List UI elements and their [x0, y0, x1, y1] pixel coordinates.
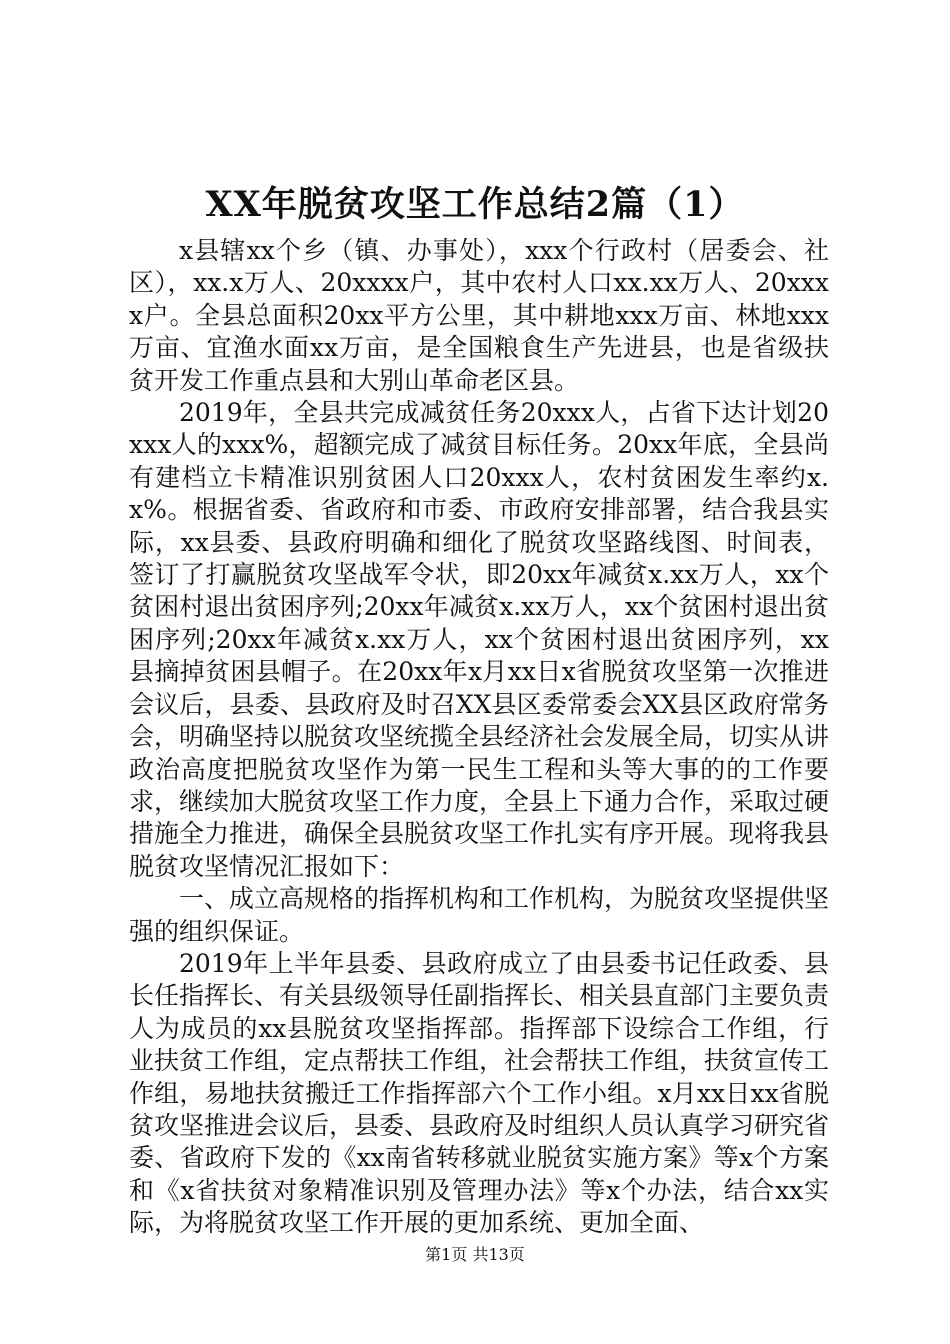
paragraph-intro: x县辖xx个乡（镇、办事处），xxx个行政村（居委会、社区），xx.x万人、20xxxx户，其中农村人口xx.xx万人、20xxxx户。全县总面积20xx平方公里，其中耕地xxx万亩、林地xxx万亩、宜渔水面xx万亩，是全国粮食生产先进县，也是省级扶贫开发工作重点县和大别山革命老区县。	[129, 236, 829, 395]
paragraph-command-structure: 2019年上半年县委、县政府成立了由县委书记任政委、县长任指挥长、有关县级领导任副指挥长、相关县直部门主要负责人为成员的xx县脱贫攻坚指挥部。指挥部下设综合工作组，行业扶贫工作组，定点帮扶工作组，社会帮扶工作组，扶贫宣传工作组，易地扶贫搬迁工作指挥部六个工作小组。x月xx日xx省脱贫攻坚推进会议后，县委、县政府及时组织人员认真学习研究省委、省政府下发的《xx南省转移就业脱贫实施方案》等x个方案和《x省扶贫对象精准识别及管理办法》等x个办法，结合xx实际，为将脱贫攻坚工作开展的更加系统、更加全面、	[129, 948, 830, 1238]
document-body	[129, 235, 829, 1240]
paragraph-2019-summary: 2019年，全县共完成减贫任务20xxx人，占省下达计划20xxx人的xxx%，超额完成了减贫目标任务。20xx年底，全县尚有建档立卡精准识别贫困人口20xxx人，农村贫困发生率约x.x%。根据省委、省政府和市委、市政府安排部署，结合我县实际，xx县委、县政府明确和细化了脱贫攻坚路线图、时间表，签订了打赢脱贫攻坚战军令状，即20xx年减贫x.xx万人，xx个贫困村退出贫困序列;20xx年减贫x.xx万人，xx个贫困村退出贫困序列;20xx年减贫x.xx万人，xx个贫困村退出贫困序列，xx县摘掉贫困县帽子。在20xx年x月xx日x省脱贫攻坚第一次推进会议后，县委、县政府及时召XX县区委常委会XX县区政府常务会，明确坚持以脱贫攻坚统揽全县经济社会发展全局，切实从讲政治高度把脱贫攻坚作为第一民生工程和头等大事的的工作要求，继续加大脱贫攻坚工作力度，全县上下通力合作，采取过硬措施全力推进，确保全县脱贫攻坚工作扎实有序开展。现将我县脱贫攻坚情况汇报如下：	[129, 398, 830, 881]
document-title: XX年脱贫攻坚工作总结2篇（1）	[205, 184, 745, 225]
section-heading-1: 一、成立高规格的指挥机构和工作机构，为脱贫攻坚提供坚强的组织保证。	[129, 884, 830, 946]
page-footer: 第1页 共13页	[425, 1245, 525, 1264]
